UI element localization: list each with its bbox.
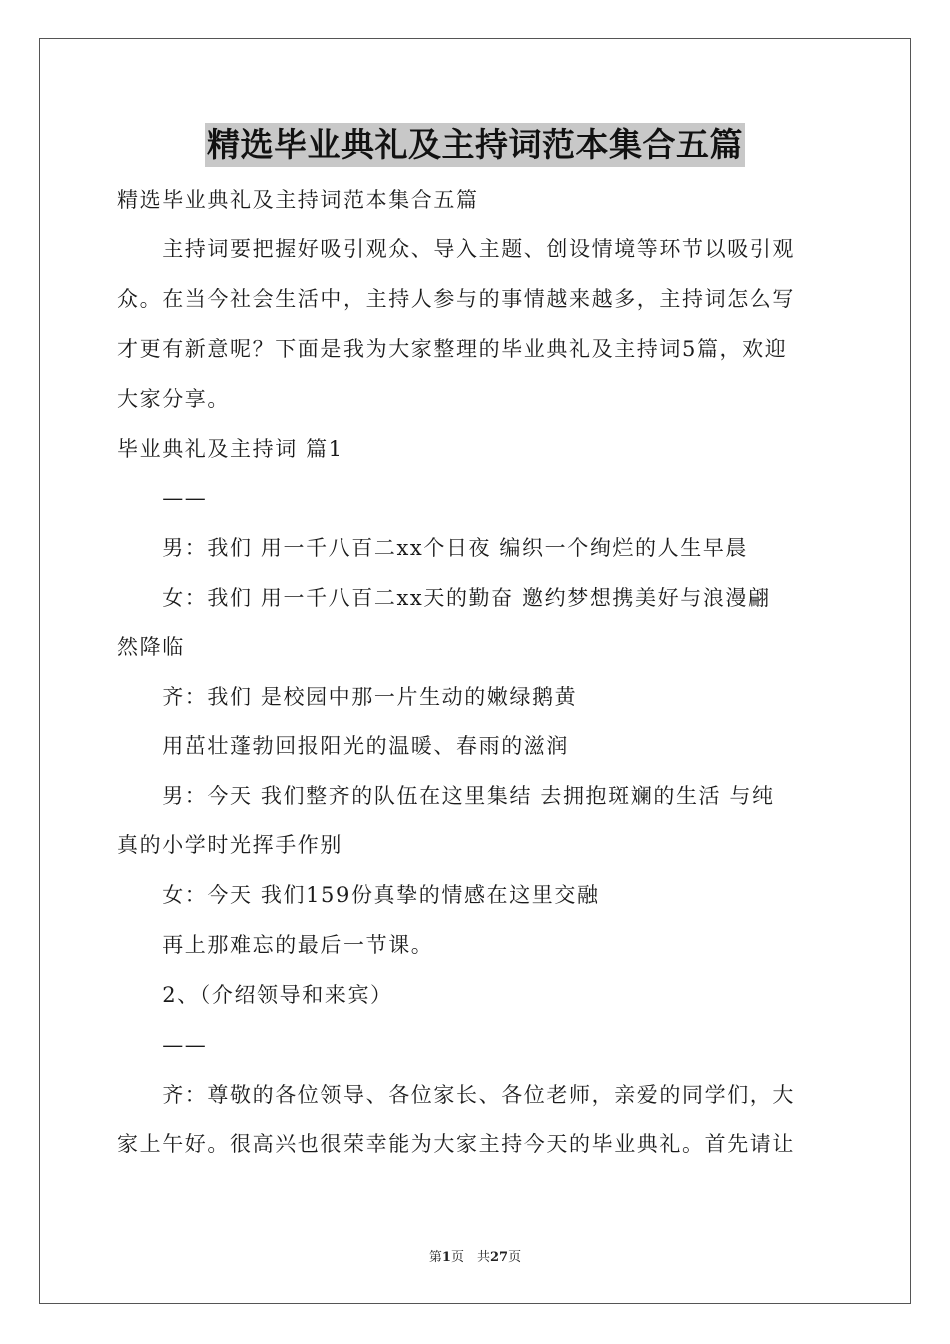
footer-page-number: 1 [441, 1250, 451, 1265]
paragraph-line: 众。在当今社会生活中，主持人参与的事情越来越多，主持词怎么写 [117, 287, 795, 311]
paragraph-line: 主持词要把握好吸引观众、导入主题、创设情境等环节以吸引观 [117, 237, 795, 261]
footer-suffix: 页 [508, 1250, 522, 1265]
paragraph-line: 然降临 [117, 635, 185, 659]
paragraph-line: 齐：我们 是校园中那一片生动的嫩绿鹅黄 [117, 685, 578, 709]
paragraph-line: 大家分享。 [117, 387, 230, 411]
paragraph-line: 女：今天 我们159份真挚的情感在这里交融 [117, 883, 600, 907]
paragraph-line: 再上那难忘的最后一节课。 [117, 933, 434, 957]
paragraph-line: 男：我们 用一千八百二xx个日夜 编织一个绚烂的人生早晨 [117, 536, 749, 560]
dash-line: —— [117, 486, 208, 510]
section-heading: 毕业典礼及主持词 篇1 [117, 437, 344, 461]
paragraph-line: 家上午好。很高兴也很荣幸能为大家主持今天的毕业典礼。首先请让 [117, 1132, 795, 1156]
paragraph-line: 真的小学时光挥手作别 [117, 833, 343, 857]
paragraph-line: 男：今天 我们整齐的队伍在这里集结 去拥抱斑斓的生活 与纯 [117, 784, 775, 808]
paragraph-line: 才更有新意呢？下面是我为大家整理的毕业典礼及主持词5篇，欢迎 [117, 337, 788, 361]
title-container [0, 123, 950, 167]
paragraph-line: 齐：尊敬的各位领导、各位家长、各位老师，亲爱的同学们，大 [117, 1083, 795, 1107]
document-title: 精选毕业典礼及主持词范本集合五篇 [205, 123, 745, 167]
footer-total-pages: 27 [489, 1250, 509, 1265]
footer-middle: 页 共 [450, 1250, 490, 1265]
paragraph-line: 用茁壮蓬勃回报阳光的温暖、春雨的滋润 [117, 734, 569, 758]
paragraph-line: 2、（介绍领导和来宾） [117, 983, 393, 1007]
footer-prefix: 第 [428, 1250, 442, 1265]
line-subtitle: 精选毕业典礼及主持词范本集合五篇 [117, 188, 479, 212]
paragraph-line: 女：我们 用一千八百二xx天的勤奋 邀约梦想携美好与浪漫翩 [117, 586, 771, 610]
page-footer [0, 1246, 950, 1265]
dash-line: —— [117, 1033, 208, 1057]
